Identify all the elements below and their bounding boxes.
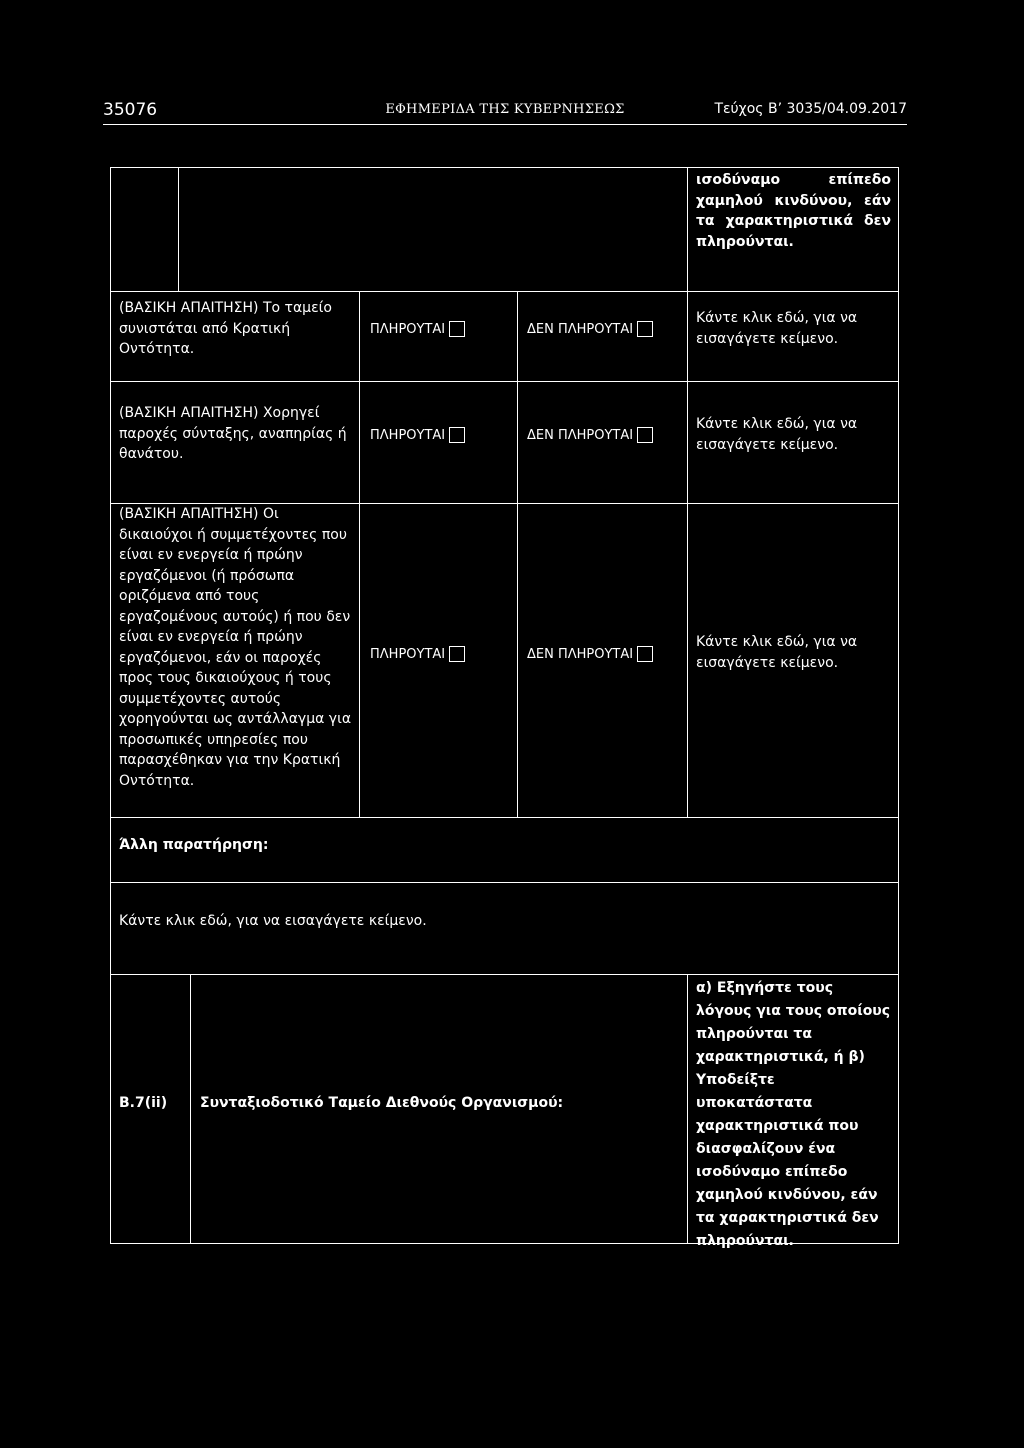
page-number: 35076 — [103, 100, 158, 120]
requirement-text-1: (ΒΑΣΙΚΗ ΑΠΑΙΤΗΣΗ) Το ταμείο συνιστάται από Κρατική Οντότητα. — [119, 300, 332, 357]
checkbox-square-icon[interactable] — [637, 321, 653, 337]
fulfilled-label: ΠΛΗΡΟΥΤΑΙ — [370, 427, 446, 443]
checkbox-square-icon[interactable] — [637, 427, 653, 443]
page-header — [103, 100, 907, 125]
requirement-text-3: (ΒΑΣΙΚΗ ΑΠΑΙΤΗΣΗ) Οι δικαιούχοι ή συμμετέχοντες που είναι εν ενεργεία ή πρώην εργαζόμενοι (ή πρόσωπα οριζόμενα από τους εργαζομένους αυτούς) ή που δεν είναι εν ενεργεία ή πρώην εργαζόμενοι, εάν οι παροχές προς τους δικαιούχους ή τους συμμετέχοντες αυτούς χορηγούνται ως αντάλλαγμα για προσωπικές υπηρεσίες που παρασχέθηκαν για την Κρατική Οντότητα. — [119, 506, 352, 789]
fulfilled-label: ΠΛΗΡΟΥΤΑΙ — [370, 646, 446, 662]
section-table — [110, 974, 899, 1249]
checkbox-square-icon[interactable] — [449, 321, 465, 337]
not-fulfilled-checkbox-3[interactable] — [527, 646, 653, 662]
checkbox-square-icon[interactable] — [637, 646, 653, 662]
text-placeholder-3[interactable]: Κάντε κλικ εδώ, για να εισαγάγετε κείμενο. — [696, 634, 858, 671]
fulfilled-checkbox-1[interactable] — [370, 321, 465, 337]
top-row-text: ισοδύναμο επίπεδο χαμηλού κινδύνου, εάν τα χαρακτηριστικά δεν πληρούνται. — [696, 172, 891, 250]
issue-info: Τεύχος Β’ 3035/04.09.2017 — [714, 101, 907, 117]
not-fulfilled-label: ΔΕΝ ΠΛΗΡΟΥΤΑΙ — [527, 427, 634, 443]
text-placeholder-1[interactable]: Κάντε κλικ εδώ, για να εισαγάγετε κείμενο. — [696, 310, 858, 347]
checkbox-square-icon[interactable] — [449, 427, 465, 443]
fulfilled-checkbox-3[interactable] — [370, 646, 465, 662]
fulfilled-checkbox-2[interactable] — [370, 427, 465, 443]
other-remark-input[interactable]: Κάντε κλικ εδώ, για να εισαγάγετε κείμενο. — [119, 913, 427, 929]
not-fulfilled-label: ΔΕΝ ΠΛΗΡΟΥΤΑΙ — [527, 321, 634, 337]
section-title: Συνταξιοδοτικό Ταμείο Διεθνούς Οργανισμού: — [200, 1095, 564, 1111]
not-fulfilled-label: ΔΕΝ ΠΛΗΡΟΥΤΑΙ — [527, 646, 634, 662]
journal-title: ΕΦΗΜΕΡΙΔΑ ΤΗΣ ΚΥΒΕΡΝΗΣΕΩΣ — [385, 102, 625, 117]
requirement-text-2: (ΒΑΣΙΚΗ ΑΠΑΙΤΗΣΗ) Χορηγεί παροχές σύνταξης, αναπηρίας ή θανάτου. — [119, 405, 347, 462]
fulfilled-label: ΠΛΗΡΟΥΤΑΙ — [370, 321, 446, 337]
section-instructions: α) Εξηγήστε τους λόγους για τους οποίους πληρούνται τα χαρακτηριστικά, ή β) Υποδείξτε υποκατάστατα χαρακτηριστικά που διασφαλίζουν ένα ισοδύναμο επίπεδο χαμηλού κινδύνου, εάν τα χαρακτηριστικά δεν πληρούνται. — [696, 980, 891, 1249]
section-code: Β.7(ii) — [119, 1095, 168, 1111]
requirements-table — [110, 167, 899, 975]
text-placeholder-2[interactable]: Κάντε κλικ εδώ, για να εισαγάγετε κείμενο. — [696, 416, 858, 453]
other-remark-label: Άλλη παρατήρηση: — [119, 837, 269, 853]
not-fulfilled-checkbox-1[interactable] — [527, 321, 653, 337]
not-fulfilled-checkbox-2[interactable] — [527, 427, 653, 443]
checkbox-square-icon[interactable] — [449, 646, 465, 662]
